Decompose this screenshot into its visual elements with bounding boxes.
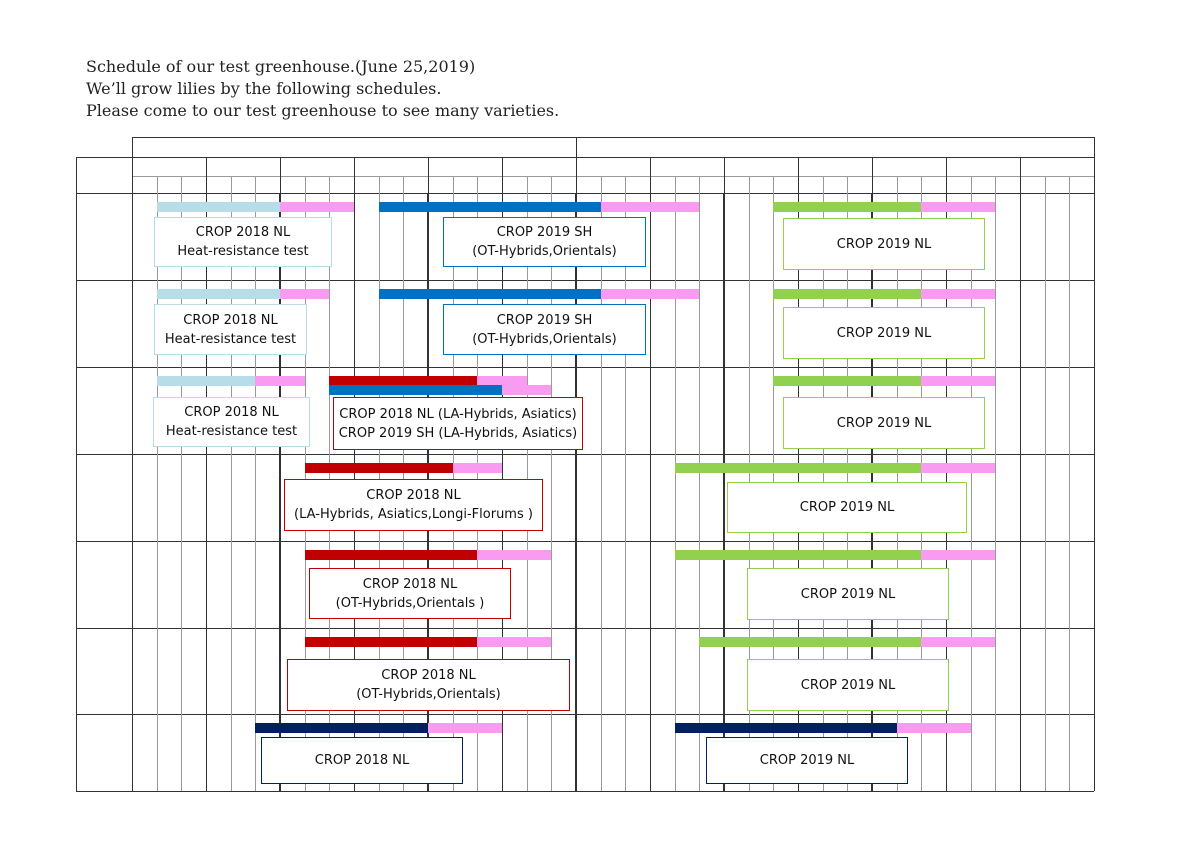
crop-label-line1: CROP 2018 NL (183, 312, 278, 328)
row-divider-line (76, 367, 1094, 368)
month-header-divider-line (1020, 157, 1021, 176)
row-divider-line (76, 628, 1094, 629)
month-header-divider-line (428, 157, 429, 176)
quarter-divider-line (279, 193, 281, 791)
schedule-bar-heat_test (157, 376, 256, 386)
year-header-top-line (132, 137, 1094, 138)
crop-label-line2: Heat-resistance test (177, 244, 309, 259)
subperiod-divider-line (231, 176, 232, 791)
row-divider-line (76, 454, 1094, 455)
crop-label-line1: CROP 2018 NL (314, 753, 410, 768)
crop-label-line1: CROP 2018 NL (195, 225, 291, 240)
schedule-bar-pink (428, 723, 502, 733)
month-header-divider-line (354, 157, 355, 176)
schedule-bar-green (773, 289, 921, 299)
crop-label-box (727, 482, 967, 533)
schedule-bar-blue (379, 202, 601, 212)
month-header-divider-line (502, 157, 503, 176)
crop-label-line2: (OT-Hybrids,Orientals) (356, 687, 501, 702)
crop-label-box (154, 304, 307, 355)
crop-label-line2: (OT-Hybrids,Orientals) (472, 244, 617, 259)
crop-label-box (287, 659, 570, 711)
table-bottom-line (76, 791, 1094, 792)
quarter-divider-line (575, 193, 577, 791)
subperiod-divider-line (601, 176, 602, 791)
crop-label-line1: CROP 2019 NL (836, 325, 932, 341)
schedule-bar-green (699, 637, 921, 647)
subperiod-header-top-line (132, 176, 1094, 177)
crop-label-line1: CROP 2018 NL (LA-Hybrids, Asiatics) (339, 406, 577, 422)
subperiod-divider-line (157, 176, 158, 791)
crop-label-line1: CROP 2019 NL (836, 415, 932, 431)
crop-label-line1: CROP 2018 NL (362, 576, 458, 592)
row-divider-line (76, 714, 1094, 715)
crop-label-line2: Heat-resistance test (164, 331, 297, 347)
intro-line-1: Schedule of our test greenhouse.(June 25,2019) (86, 57, 476, 76)
table-right-line (1094, 137, 1095, 791)
intro-line-3: Please come to our test greenhouse to see many varieties. (86, 101, 560, 120)
crop-label-box (443, 217, 646, 267)
crop-label-line1: CROP 2018 NL (184, 405, 279, 420)
subperiod-divider-line (1069, 176, 1070, 791)
schedule-bar-green (773, 202, 921, 212)
crop-label-box (706, 737, 908, 784)
crop-label-box (284, 479, 543, 531)
table-left-line (76, 157, 77, 791)
crop-label-box (261, 737, 463, 784)
subperiod-divider-line (699, 176, 700, 791)
subperiod-divider-line (625, 176, 626, 791)
month-divider-line (650, 176, 651, 791)
schedule-bar-pink (921, 550, 995, 560)
schedule-bar-navy (255, 723, 428, 733)
crop-label-line1: CROP 2018 NL (381, 668, 476, 683)
crop-label-line1: CROP 2019 NL (759, 753, 855, 768)
place-column-divider (132, 137, 133, 791)
schedule-bar-red (305, 550, 478, 560)
month-header-divider-line (650, 157, 651, 176)
month-header-top-line (76, 157, 1094, 158)
subperiod-divider-line (255, 176, 256, 791)
crop-label-line1: CROP 2018 NL (366, 488, 461, 503)
schedule-bar-pink (477, 637, 551, 647)
header-bottom-line (76, 193, 1094, 194)
schedule-bar-pink (601, 289, 700, 299)
crop-label-line2: (OT-Hybrids,Orientals) (472, 331, 617, 347)
subperiod-divider-line (1045, 176, 1046, 791)
schedule-bar-blue (379, 289, 601, 299)
crop-label-line1: CROP 2019 NL (800, 586, 896, 602)
quarter-divider-line (723, 193, 725, 791)
schedule-bar-blue (329, 385, 502, 395)
row-divider-line (76, 280, 1094, 281)
crop-label-line2: CROP 2019 SH (LA-Hybrids, Asiatics) (338, 425, 578, 441)
schedule-bar-green (773, 376, 921, 386)
crop-label-line1: CROP 2019 NL (800, 677, 896, 693)
schedule-bar-heat_test (157, 289, 280, 299)
schedule-bar-navy (675, 723, 897, 733)
intro-text (86, 56, 559, 122)
schedule-bar-green (675, 463, 922, 473)
schedule-bar-heat_test (157, 202, 280, 212)
schedule-bar-pink (477, 550, 551, 560)
crop-label-line1: CROP 2019 NL (836, 236, 932, 252)
crop-label-box (747, 659, 949, 711)
month-header-divider-line (798, 157, 799, 176)
month-header-divider-line (280, 157, 281, 176)
year-divider-line (576, 137, 577, 157)
crop-label-box (783, 307, 985, 359)
crop-label-box (309, 568, 511, 619)
month-divider-line (1020, 176, 1021, 791)
month-header-divider-line (576, 157, 577, 176)
month-divider-line (206, 176, 207, 791)
month-header-divider-line (724, 157, 725, 176)
crop-label-box (443, 304, 646, 355)
crop-label-box (153, 397, 310, 447)
crop-label-box (783, 218, 985, 270)
schedule-bar-pink (921, 463, 995, 473)
crop-label-box (333, 397, 583, 450)
crop-label-line1: CROP 2019 SH (496, 312, 593, 328)
crop-label-box (747, 568, 949, 620)
crop-label-line2: (OT-Hybrids,Orientals ) (335, 595, 485, 611)
subperiod-divider-line (995, 176, 996, 791)
subperiod-divider-line (675, 176, 676, 791)
intro-line-2: We’ll grow lilies by the following schedules. (86, 79, 442, 98)
schedule-bar-pink (921, 376, 995, 386)
crop-label-line1: CROP 2019 SH (496, 225, 593, 240)
crop-label-line1: CROP 2019 NL (799, 500, 895, 515)
schedule-bar-pink (280, 202, 354, 212)
row-divider-line (76, 541, 1094, 542)
crop-label-box (154, 217, 332, 267)
month-header-divider-line (206, 157, 207, 176)
month-header-divider-line (946, 157, 947, 176)
crop-label-box (783, 397, 985, 449)
schedule-bar-pink (897, 723, 971, 733)
schedule-bar-pink (601, 202, 700, 212)
crop-label-line2: Heat-resistance test (165, 424, 298, 439)
schedule-bar-pink (921, 637, 995, 647)
schedule-bar-pink (453, 463, 502, 473)
crop-label-line2: (LA-Hybrids, Asiatics,Longi-Florums ) (294, 507, 533, 522)
schedule-bar-pink (921, 202, 995, 212)
schedule-bar-pink (502, 385, 551, 395)
schedule-bar-red (305, 637, 478, 647)
schedule-bar-pink (255, 376, 304, 386)
schedule-bar-pink (921, 289, 995, 299)
schedule-bar-pink (280, 289, 329, 299)
month-header-divider-line (872, 157, 873, 176)
schedule-bar-red (305, 463, 453, 473)
subperiod-divider-line (181, 176, 182, 791)
schedule-bar-green (675, 550, 922, 560)
